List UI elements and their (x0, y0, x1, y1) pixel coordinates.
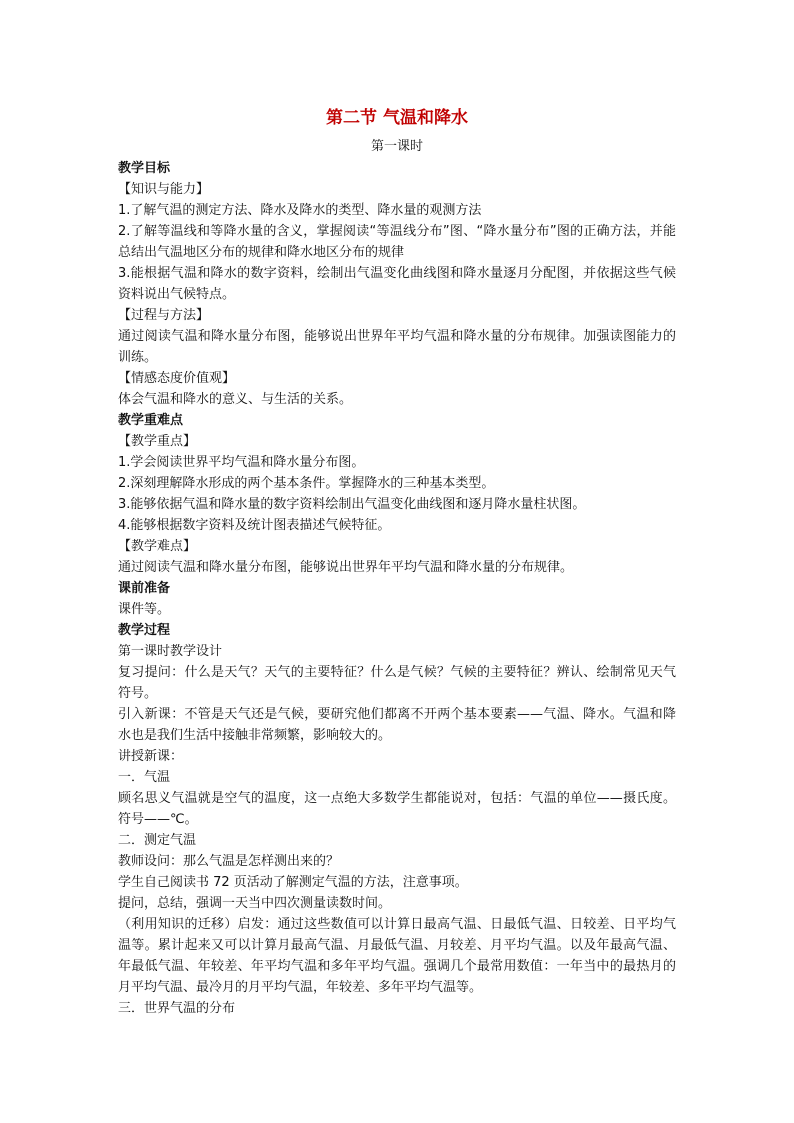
body-line: 1.了解气温的测定方法、降水及降水的类型、降水量的观测方法 (118, 203, 482, 218)
body-line: 三．世界气温的分布 (118, 1001, 236, 1016)
document-body (118, 158, 676, 1019)
body-line: 1.学会阅读世界平均气温和降水量分布图。 (118, 455, 365, 470)
body-line: 【教学重点】 (118, 434, 197, 449)
body-line: 讲授新课： (118, 749, 184, 764)
document-title: 第二节 气温和降水 (326, 108, 468, 128)
section-heading: 课前准备 (118, 581, 171, 596)
body-line: 【知识与能力】 (118, 182, 210, 197)
body-line: 教师设问：那么气温是怎样测出来的？ (118, 854, 340, 869)
body-line: 2.了解等温线和等降水量的含义，掌握阅读“等温线分布”图、“降水量分布”图的正确方法，并能总结出气温地区分布的规律和降水地区分布的规律 (118, 224, 676, 260)
section-heading: 教学过程 (118, 623, 171, 638)
body-line: 课件等。 (118, 602, 171, 617)
body-line: 体会气温和降水的意义、与生活的关系。 (118, 392, 353, 407)
body-line: 复习提问：什么是天气？天气的主要特征？什么是气候？气候的主要特征？辨认、绘制常见天气符号。 (118, 665, 676, 701)
body-line: 一．气温 (118, 770, 171, 785)
document-page (118, 104, 676, 1019)
body-line: 【教学难点】 (118, 539, 197, 554)
document-subtitle: 第一课时 (370, 139, 423, 154)
body-line: 3.能够依据气温和降水量的数字资料绘制出气温变化曲线图和逐月降水量柱状图。 (118, 497, 586, 512)
body-line: （利用知识的迁移）启发：通过这些数值可以计算日最高气温、日最低气温、日较差、日平均气温等。累计起来又可以计算月最高气温、月最低气温、月较差、月平均气温。以及年最高气温、年最低气温、年较差、年平均气温和多年平均气温。强调几个最常用数值：一年当中的最热月的月平均气温、最冷月的月平均气温，年较差、多年平均气温等。 (118, 917, 676, 995)
section-heading: 教学目标 (118, 161, 171, 176)
body-line: 【情感态度价值观】 (118, 371, 236, 386)
body-line: 4.能够根据数字资料及统计图表描述气候特征。 (118, 518, 391, 533)
body-line: 通过阅读气温和降水量分布图，能够说出世界年平均气温和降水量的分布规律。 (118, 560, 574, 575)
body-line: 学生自己阅读书 72 页活动了解测定气温的方法，注意事项。 (118, 875, 468, 890)
section-heading: 教学重难点 (118, 413, 184, 428)
body-line: 二．测定气温 (118, 833, 197, 848)
body-line: 通过阅读气温和降水量分布图，能够说出世界年平均气温和降水量的分布规律。加强读图能力的训练。 (118, 329, 676, 365)
body-line: 【过程与方法】 (118, 308, 210, 323)
body-line: 第一课时教学设计 (118, 644, 223, 659)
body-line: 2.深刻理解降水形成的两个基本条件。掌握降水的三种基本类型。 (118, 476, 495, 491)
body-line: 顾名思义气温就是空气的温度，这一点绝大多数学生都能说对，包括：气温的单位——摄氏度。符号——℃。 (118, 791, 676, 827)
body-line: 引入新课：不管是天气还是气候，要研究他们都离不开两个基本要素——气温、降水。气温和降水也是我们生活中接触非常频繁，影响较大的。 (118, 707, 676, 743)
body-line: 3.能根据气温和降水的数字资料，绘制出气温变化曲线图和降水量逐月分配图，并依据这些气候资料说出气候特点。 (118, 266, 676, 302)
body-line: 提问，总结，强调一天当中四次测量读数时间。 (118, 896, 392, 911)
